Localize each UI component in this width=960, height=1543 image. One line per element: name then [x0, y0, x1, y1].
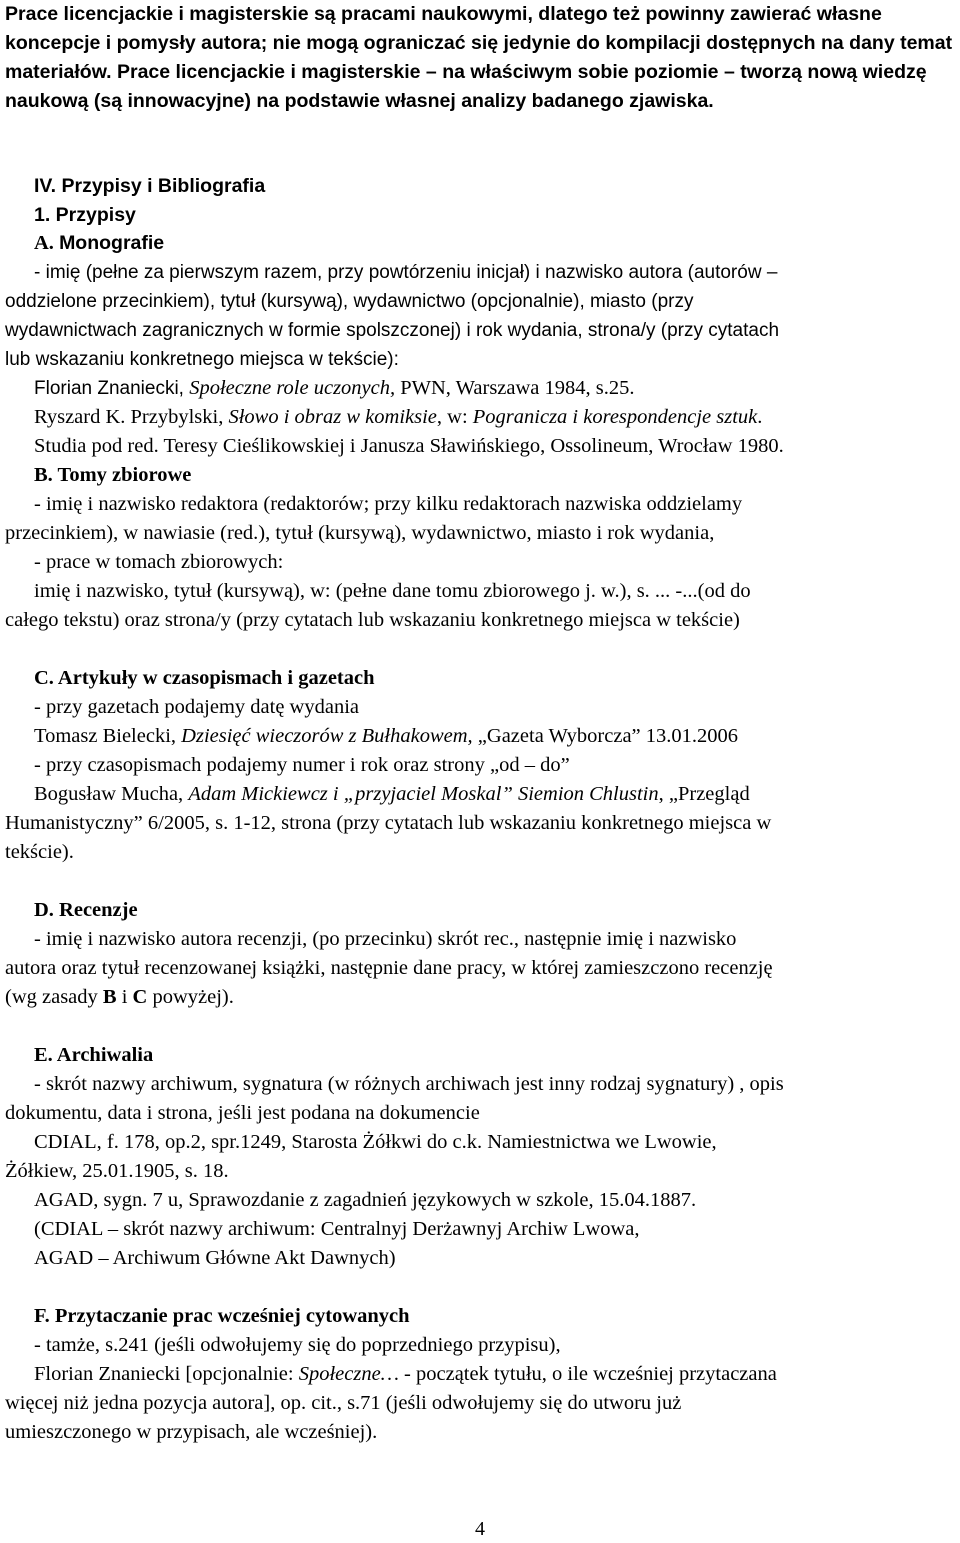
- heading-letter: A.: [34, 232, 54, 254]
- example-citation-line: Studia pod red. Teresy Cieślikowskiej i Janusza Sławińskiego, Ossolineum, Wrocław 1980.: [34, 435, 784, 457]
- rule-text: (wg zasady: [5, 986, 103, 1008]
- rule-line: autora oraz tytuł recenzowanej książki, następnie dane pracy, w której zamieszczono recenzję: [5, 957, 773, 979]
- heading-przytaczanie: F. Przytaczanie prac wcześniej cytowanych: [34, 1305, 410, 1327]
- rule-letter: C: [132, 986, 148, 1008]
- note-line: (CDIAL – skrót nazwy archiwum: Centralnyj Derżawnyj Archiw Lwowa,: [34, 1218, 640, 1240]
- section-title: IV. Przypisy i Bibliografia: [34, 175, 266, 197]
- example-citation: [34, 780, 750, 809]
- example-citation: [34, 374, 635, 403]
- page-number: 4: [475, 1518, 485, 1540]
- example-citation: [34, 722, 738, 751]
- citation-title: Społeczne…: [298, 1363, 399, 1385]
- citation-author: Florian Znaniecki [opcjonalnie:: [34, 1363, 299, 1385]
- example-citation: AGAD, sygn. 7 u, Sprawozdanie z zagadnień językowych w szkole, 15.04.1887.: [34, 1189, 697, 1211]
- rule-line: - imię (pełne za pierwszym razem, przy powtórzeniu inicjał) i nazwisko autora (autorów –: [34, 262, 778, 283]
- rule-line: całego tekstu) oraz strona/y (przy cytatach lub wskazaniu konkretnego miejsca w tekście): [5, 609, 740, 631]
- citation-details: .: [757, 406, 763, 428]
- rule-line: - przy gazetach podajemy datę wydania: [34, 696, 359, 718]
- rule-letter: B: [102, 986, 117, 1008]
- rule-line: - tamże, s.241 (jeśli odwołujemy się do poprzedniego przypisu),: [34, 1334, 561, 1356]
- subsection-title: 1. Przypisy: [34, 204, 136, 226]
- heading-artykuly: C. Artykuły w czasopismach i gazetach: [34, 667, 375, 689]
- citation-book-title: Pogranicza i korespondencje sztuk: [472, 406, 758, 428]
- citation-title: Słowo i obraz w komiksie: [228, 406, 437, 428]
- example-citation: [34, 1360, 777, 1389]
- rule-line: - imię i nazwisko autora recenzji, (po przecinku) skrót rec., następnie imię i nazwisko: [34, 928, 737, 950]
- intro-paragraph: Prace licencjackie i magisterskie są pracami naukowymi, dlatego też powinny zawierać własne koncepcje i pomysły autora; nie mogą ograniczać się jedynie do kompilacji dostępnych na dany temat materiałów. Prace licencjackie i magisterskie – na właściwym sobie poziomie – tworzą nową wiedzę naukową (są innowacyjne) na podstawie własnej analizy badanego zjawiska.: [5, 3, 953, 112]
- rule-line: imię i nazwisko, tytuł (kursywą), w: (pełne dane tomu zbiorowego j. w.), s. ... -...(od do: [34, 580, 751, 602]
- heading-tomy-zbiorowe: B. Tomy zbiorowe: [34, 464, 192, 486]
- citation-details: PWN, Warszawa 1984, s.25.: [395, 377, 635, 399]
- note-line: AGAD – Archiwum Główne Akt Dawnych): [34, 1247, 396, 1269]
- citation-details: , „Przegląd: [658, 783, 750, 805]
- example-citation: [34, 403, 762, 432]
- example-citation-line: Humanistyczny” 6/2005, s. 1-12, strona (przy cytatach lub wskazaniu konkretnego miejsca w: [5, 812, 772, 834]
- rule-line: - prace w tomach zbiorowych:: [34, 551, 284, 573]
- heading-monografie: [34, 229, 164, 258]
- citation-details: , w:: [436, 406, 473, 428]
- heading-archiwalia: E. Archiwalia: [34, 1044, 154, 1066]
- example-citation: CDIAL, f. 178, op.2, spr.1249, Starosta Żółkwi do c.k. Namiestnictwa we Lwowie,: [34, 1131, 717, 1153]
- example-citation-line: tekście).: [5, 841, 74, 863]
- rule-line: - skrót nazwy archiwum, sygnatura (w różnych archiwach jest inny rodzaj sygnatury) , opis: [34, 1073, 784, 1095]
- citation-details: - początek tytułu, o ile wcześniej przytaczana: [398, 1363, 777, 1385]
- heading-recenzje: D. Recenzje: [34, 899, 138, 921]
- rule-line: wydawnictwach zagranicznych w formie spolszczonej) i rok wydania, strona/y (przy cytatach: [5, 320, 780, 341]
- example-citation-line: umieszczonego w przypisach, ale wcześniej).: [5, 1421, 378, 1443]
- rule-line: przecinkiem), w nawiasie (red.), tytuł (kursywą), wydawnictwo, miasto i rok wydania,: [5, 522, 715, 544]
- rule-text: i: [116, 986, 133, 1008]
- rule-line: - imię i nazwisko redaktora (redaktorów; przy kilku redaktorach nazwiska oddzielamy: [34, 493, 743, 515]
- citation-author: Bogusław Mucha,: [34, 783, 189, 805]
- rule-line: [5, 983, 234, 1012]
- citation-title: Dziesięć wieczorów z Bułhakowem,: [181, 725, 473, 747]
- citation-author: Florian Znaniecki,: [34, 378, 190, 399]
- citation-title: Społeczne role uczonych,: [189, 377, 396, 399]
- citation-author: Ryszard K. Przybylski,: [34, 406, 229, 428]
- rule-line: dokumentu, data i strona, jeśli jest podana na dokumencie: [5, 1102, 480, 1124]
- rule-text: powyżej).: [147, 986, 234, 1008]
- example-citation-line: więcej niż jedna pozycja autora], op. cit., s.71 (jeśli odwołujemy się do utworu już: [5, 1392, 682, 1414]
- heading-text: Monografie: [59, 232, 165, 254]
- citation-details: „Gazeta Wyborcza” 13.01.2006: [472, 725, 739, 747]
- citation-title: Adam Mickiewcz i „przyjaciel Moskal” Siemion Chlustin: [188, 783, 659, 805]
- citation-author: Tomasz Bielecki,: [34, 725, 182, 747]
- example-citation-line: Żółkiew, 25.01.1905, s. 18.: [5, 1160, 229, 1182]
- rule-line: oddzielone przecinkiem), tytuł (kursywą), wydawnictwo (opcjonalnie), miasto (przy: [5, 291, 694, 312]
- rule-line: lub wskazaniu konkretnego miejsca w tekście):: [5, 349, 399, 370]
- rule-line: - przy czasopismach podajemy numer i rok oraz strony „od – do”: [34, 754, 570, 776]
